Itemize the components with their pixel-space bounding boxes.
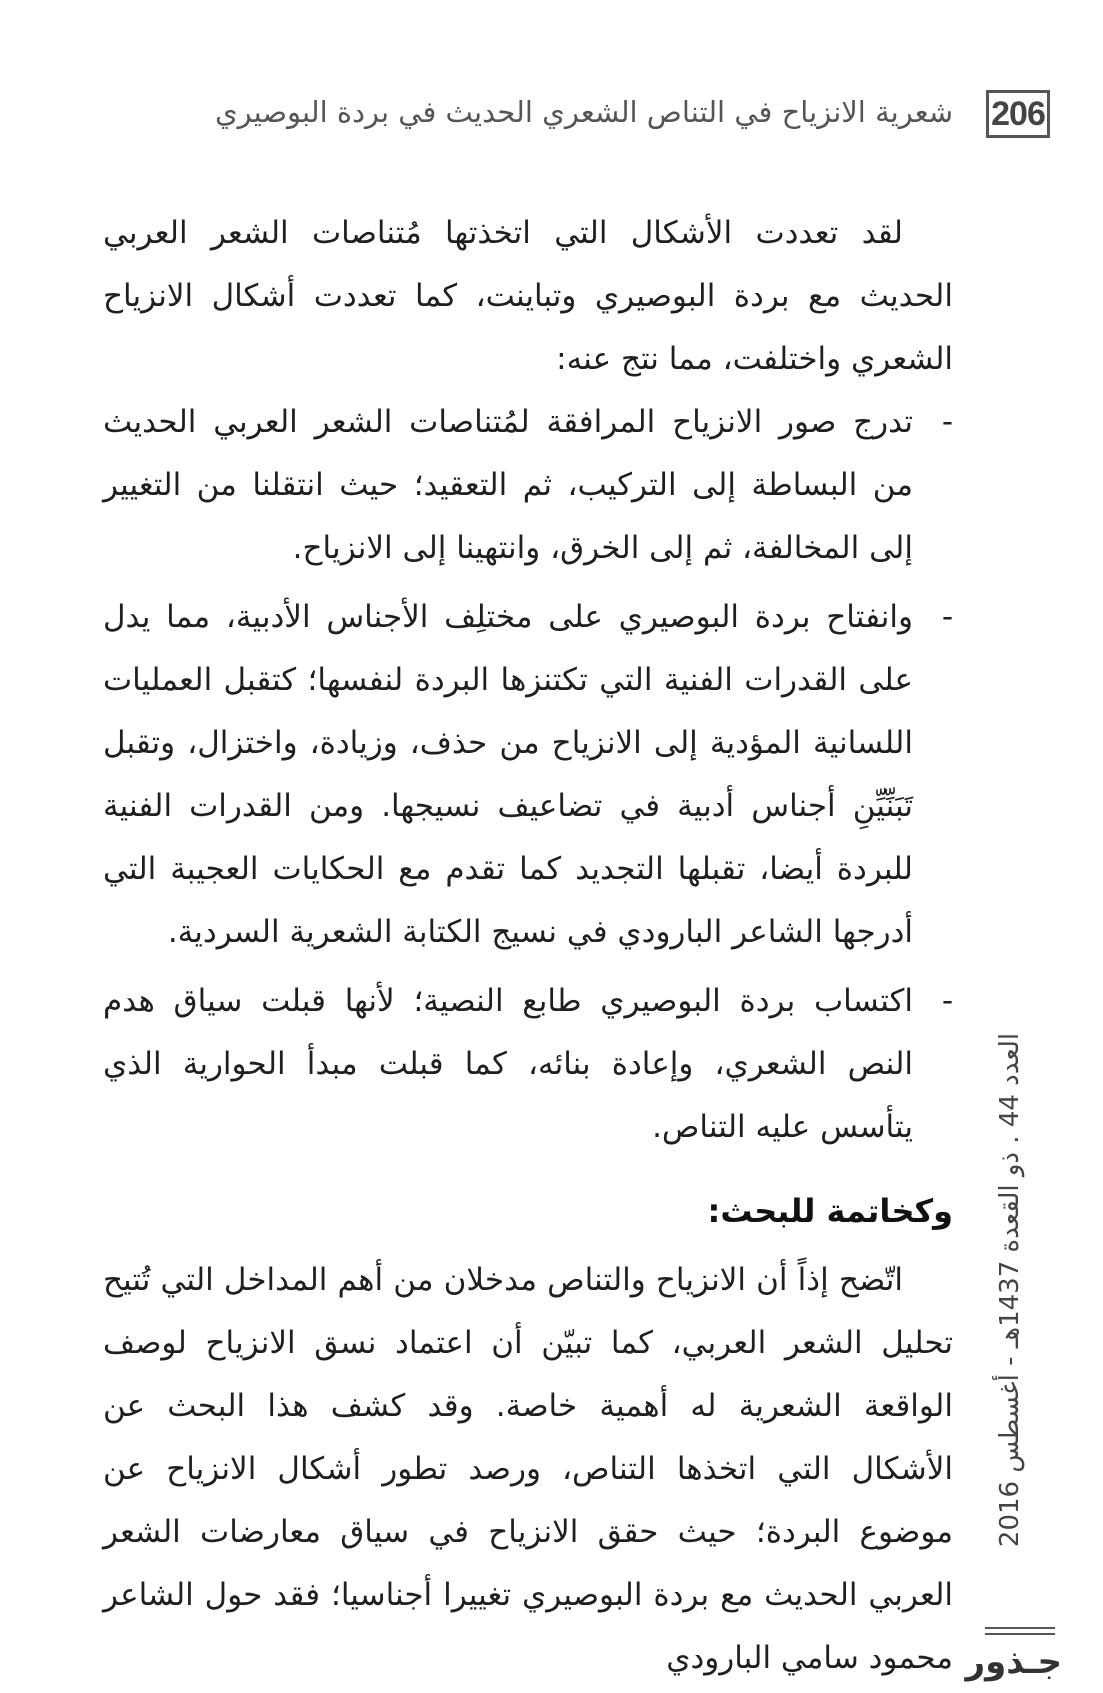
conclusion-heading: وكخاتمة للبحث:: [707, 1192, 953, 1230]
list-item-text: اكتساب بردة البوصيري طابع النصية؛ لأنها قبلت سياق هدم النص الشعري، وإعادة بنائه، كما قبلت مبدأ الحوارية الذي يتأسس عليه التناص.: [103, 983, 913, 1145]
issue-info: العدد 44 . ذو القعدة 1437هـ - أغسطس 2016: [995, 1032, 1025, 1548]
list-dash: -: [941, 599, 953, 635]
list-item: [103, 586, 953, 964]
intro-paragraph: لقد تعددت الأشكال التي اتخذتها مُتناصات الشعر العربي الحديث مع بردة البوصيري وتباينت، كما تعددت أشكال الانزياح الشعري واختلفت، مما نتج عنه:: [103, 215, 953, 377]
journal-logo: جـذور: [965, 1642, 1062, 1682]
list-item-text: وانفتاح بردة البوصيري على مختلِف الأجناس الأدبية، مما يدل على القدرات الفنية التي تكتنزها البردة لنفسها؛ كتقبل العمليات اللسانية المؤدية إلى الانزياح من حذف، وزيادة، واختزال، وتقبل تَبَنِّيِّنِ أجناس أدبية في تضاعيف نسيجها. ومن القدرات الفنية للبردة أيضا، تقبلها التجديد كما تقدم مع الحكايات العجيبة التي أدرجها الشاعر البارودي في نسيج الكتابة الشعرية السردية.: [103, 599, 913, 950]
list-dash: -: [941, 404, 953, 440]
findings-list: [103, 391, 953, 1159]
list-item-text: تدرج صور الانزياح المرافقة لمُتناصات الشعر العربي الحديث من البساطة إلى التركيب، ثم التعقيد؛ حيث انتقلنا من التغيير إلى المخالفة، ثم إلى الخرق، وانتهينا إلى الانزياح.: [103, 404, 913, 566]
conclusion-paragraph: اتّضح إذاً أن الانزياح والتناص مدخلان من أهم المداخل التي تُتيح تحليل الشعر العربي، كما تبيّن أن اعتماد نسق الانزياح لوصف الواقعة الشعرية له أهمية خاصة. وقد كشف هذا البحث عن الأشكال التي اتخذها التناص، ورصد تطور أشكال الانزياح عن موضوع البردة؛ حيث حقق الانزياح في سياق معارضات الشعر العربي الحديث مع بردة البوصيري تغييرا أجناسيا؛ فقد حول الشاعر محمود سامي البارودي: [103, 1262, 953, 1676]
running-header-title: شعرية الانزياح في التناص الشعري الحديث في بردة البوصيري: [214, 95, 953, 129]
list-item: [103, 391, 953, 580]
page-number: 206: [986, 90, 1050, 138]
list-dash: -: [941, 983, 953, 1019]
footer-divider: [985, 1627, 1055, 1635]
list-item: [103, 970, 953, 1159]
article-body: [103, 202, 953, 1690]
